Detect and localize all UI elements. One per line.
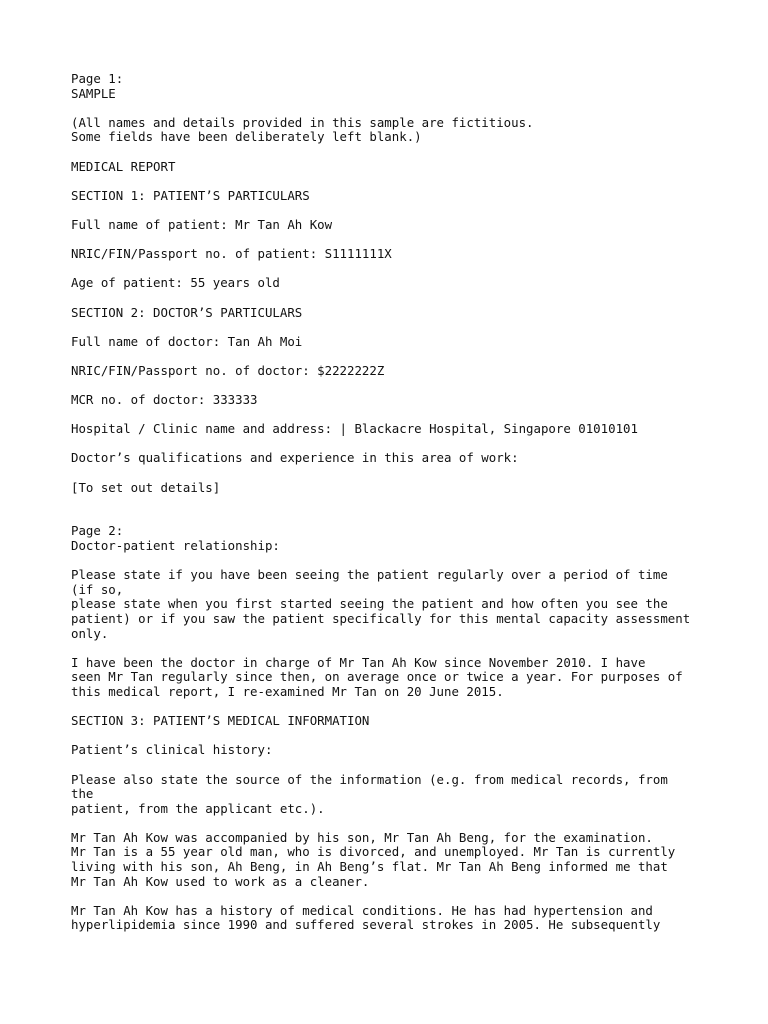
relationship-answer: I have been the doctor in charge of Mr Tan Ah Kow since November 2010. I have seen Mr Tan regularly since then, on average once or twice a year. For purposes of this medical report, I re-examined Mr Tan on 20 June 2015. [71,654,683,699]
page-break-gap [71,510,711,525]
report-title: MEDICAL REPORT [71,158,176,174]
qualifications-value: [To set out details] [71,479,221,495]
patient-id: NRIC/FIN/Passport no. of patient: S1111111X [71,246,392,262]
relationship-label: Doctor-patient relationship: [71,538,280,553]
section-3-title: SECTION 3: PATIENT’S MEDICAL INFORMATION [71,713,370,729]
clinical-history-paragraph: Mr Tan Ah Kow has a history of medical conditions. He has had hypertension and hyperlipidemia since 1990 and suffered several strokes in 2005. He subsequently [71,902,661,933]
patient-name: Full name of patient: Mr Tan Ah Kow [71,216,333,232]
page-1-label: Page 1: [71,71,124,86]
section-1-title: SECTION 1: PATIENT’S PARTICULARS [71,187,310,203]
hospital-address: Hospital / Clinic name and address: | Blackacre Hospital, Singapore 01010101 [71,421,638,437]
clinical-history-label: Patient’s clinical history: [71,742,273,758]
relationship-instructions: Please state if you have been seeing the patient regularly over a period of time (if so, please state when you first started seeing the patient and how often you see the patient) or if you saw the patient specifically for this mental capacity assessment only. [71,567,691,641]
clinical-history-instructions: Please also state the source of the information (e.g. from medical records, from the patient, from the applicant etc.). [71,771,668,816]
page-2-label: Page 2: [71,523,124,539]
clinical-history-paragraph: Mr Tan Ah Kow was accompanied by his son, Mr Tan Ah Beng, for the examination. Mr Tan is a 55 year old man, who is divorced, and unemployed. Mr Tan is currently living with his son, Ah Beng, in Ah Beng’s flat. Mr Tan Ah Beng informed me that Mr Tan Ah Kow used to work as a cleaner. [71,829,676,889]
sample-label: SAMPLE [71,85,116,101]
patient-age: Age of patient: 55 years old [71,275,280,291]
section-2-title: SECTION 2: DOCTOR’S PARTICULARS [71,304,303,320]
mcr-number: MCR no. of doctor: 333333 [71,392,258,408]
doctor-id: NRIC/FIN/Passport no. of doctor: $2222222Z [71,362,385,378]
qualifications-label: Doctor’s qualifications and experience in this area of work: [71,450,519,466]
doctor-name: Full name of doctor: Tan Ah Moi [71,333,303,349]
disclaimer: (All names and details provided in this sample are fictitious. Some fields have been deliberately left blank.) [71,114,534,145]
